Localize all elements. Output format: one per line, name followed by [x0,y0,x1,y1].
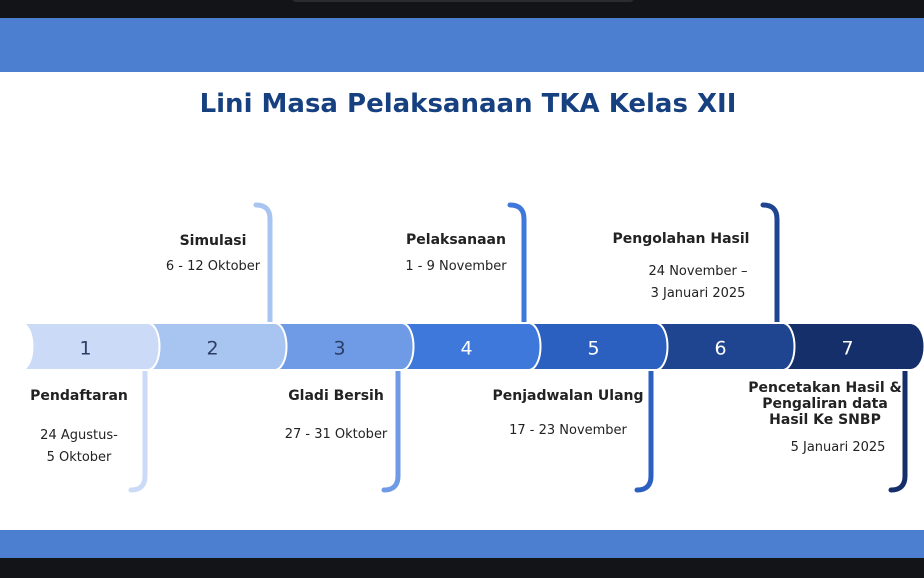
timeline-segment-6 [657,323,798,370]
timeline-segment-4 [403,323,544,370]
timeline-segment-1 [22,323,163,370]
timeline-segment-5 [530,323,671,370]
step-number-2: 2 [206,337,219,360]
step-number-3: 3 [333,337,346,360]
step-date-5: 17 - 23 November [509,423,627,438]
step-number-1: 1 [79,337,92,360]
step-name-6: Pengolahan Hasil [612,231,750,247]
top-band [0,18,924,72]
bottom-band [0,530,924,558]
timeline-segment-2 [149,323,290,370]
step-name-7: Pengaliran data [762,396,888,412]
step-name-4: Pelaksanaan [406,232,506,248]
step-name-7: Pencetakan Hasil & [748,380,902,396]
slide-body [0,72,924,530]
page-title: Lini Masa Pelaksanaan TKA Kelas XII [199,89,737,119]
timeline-segment-3 [276,323,417,370]
step-number-7: 7 [841,337,854,360]
step-name-2: Simulasi [179,233,247,249]
step-date-7: 5 Januari 2025 [790,440,886,455]
step-date-3: 27 - 31 Oktober [284,427,388,442]
step-date-6: 3 Januari 2025 [650,286,746,301]
step-number-6: 6 [714,337,727,360]
step-number-4: 4 [460,337,473,360]
step-date-4: 1 - 9 November [405,259,507,274]
step-name-3: Gladi Bersih [288,388,384,404]
step-name-7: Hasil Ke SNBP [769,412,881,428]
step-name-1: Pendaftaran [30,388,128,404]
top-notch [292,0,634,2]
timeline-arrows [22,323,924,370]
step-date-1: 24 Agustus- [40,428,118,443]
step-number-5: 5 [587,337,600,360]
step-date-6: 24 November – [648,264,748,279]
step-date-1: 5 Oktober [46,450,112,465]
step-date-2: 6 - 12 Oktober [165,259,261,274]
step-name-5: Penjadwalan Ulang [492,388,644,404]
timeline-segment-7 [784,323,924,370]
